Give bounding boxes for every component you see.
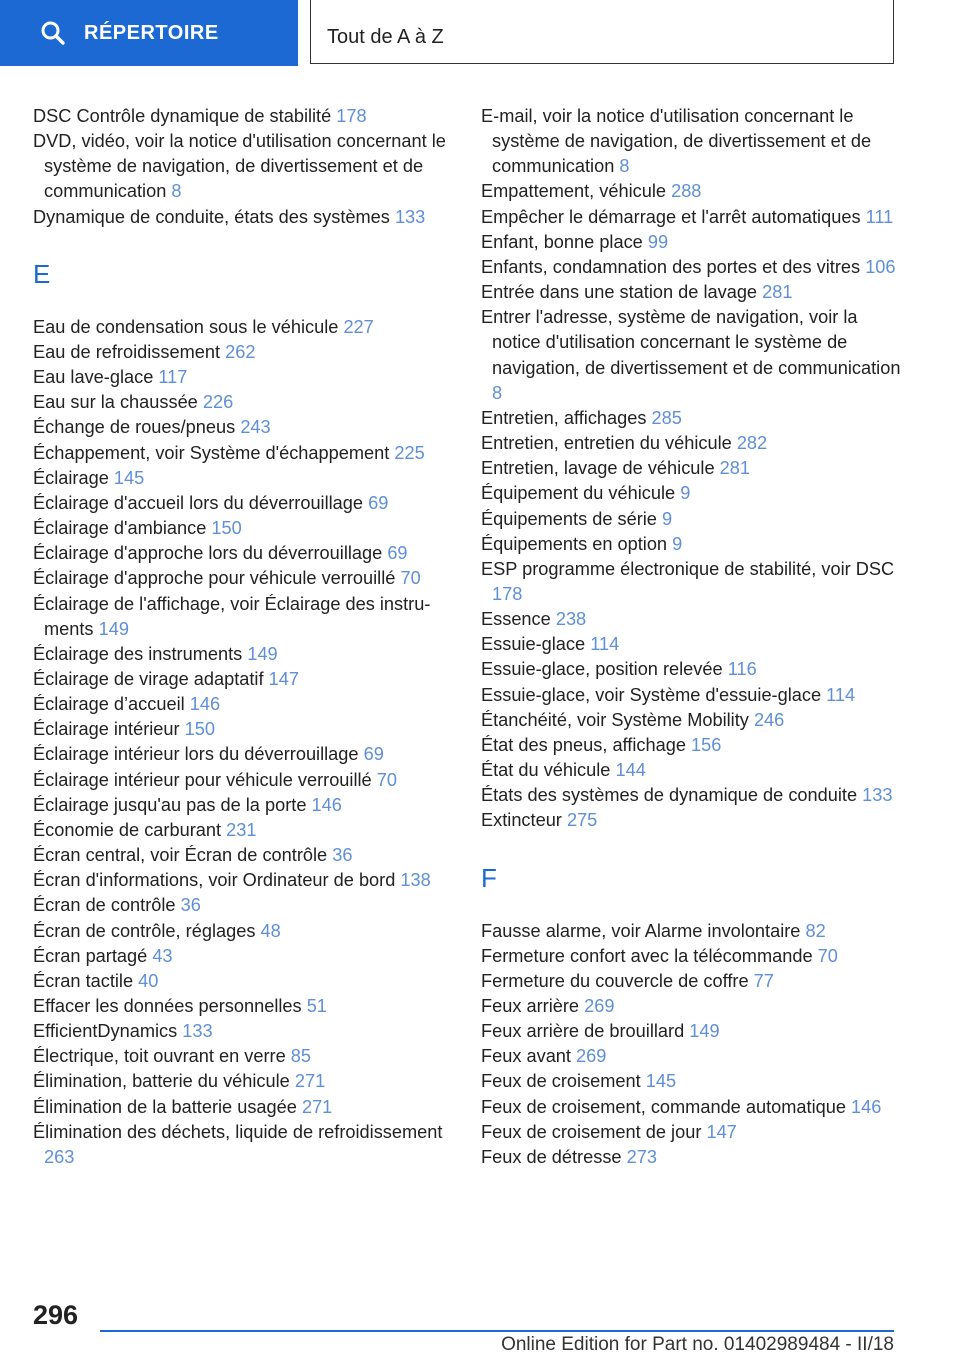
- page-link[interactable]: 146: [851, 1096, 882, 1117]
- page-link[interactable]: 262: [225, 341, 256, 362]
- entry-text: Essence: [481, 609, 551, 630]
- entry-text: Éclairage d’accueil: [33, 694, 185, 715]
- index-entry: [33, 104, 453, 129]
- index-entry: [481, 230, 901, 255]
- entry-text: Extincteur: [481, 810, 562, 831]
- page-link[interactable]: 269: [576, 1046, 607, 1067]
- index-entry: [33, 692, 453, 717]
- index-entry: [33, 415, 453, 440]
- section-letter: F: [481, 862, 497, 893]
- entry-text: Éclairage d'approche pour véhicule verrouillé: [33, 568, 396, 589]
- page-link[interactable]: 114: [590, 634, 620, 655]
- page-link[interactable]: 51: [306, 996, 327, 1016]
- entry-text: Fausse alarme, voir Alarme involontaire: [481, 920, 801, 941]
- index-entry: [33, 944, 453, 969]
- entry-text: Élimination, batterie du véhicule: [33, 1071, 290, 1092]
- entry-text: Écran central, voir Écran de contrôle: [33, 845, 328, 866]
- index-entry: [33, 642, 453, 667]
- page-link[interactable]: 178: [492, 583, 523, 604]
- page-link[interactable]: 149: [247, 643, 278, 664]
- entry-text: Empattement, véhicule: [481, 181, 667, 202]
- index-entry: [33, 717, 453, 742]
- entry-text: Dynamique de conduite, états des systèmes: [33, 206, 390, 227]
- index-entry: [481, 683, 901, 708]
- index-entry: [481, 994, 901, 1019]
- entry-text: Élimination des déchets, liquide de refroidissement: [33, 1121, 443, 1142]
- entry-text: DVD, vidéo, voir la notice d'utilisation concernant le système de navigation, de divertissement et de communication: [33, 131, 446, 202]
- page-link[interactable]: 156: [691, 734, 722, 755]
- entry-text: Entretien, lavage de véhicule: [481, 458, 715, 479]
- index-entry: [33, 541, 453, 566]
- page-link[interactable]: 138: [400, 870, 431, 891]
- page-link[interactable]: 48: [260, 920, 281, 941]
- header: [0, 0, 960, 66]
- page-link[interactable]: 144: [615, 760, 646, 781]
- page-link[interactable]: 133: [182, 1021, 213, 1042]
- index-entry: [33, 768, 453, 793]
- entry-text: Électrique, toit ouvrant en verre: [33, 1046, 286, 1067]
- entry-text: Entrer l'adresse, système de navigation, voir la notice d'utilisation concernant le système de navigation, de divertissement et de communication: [481, 307, 901, 378]
- index-entry: [481, 1095, 901, 1120]
- page-link[interactable]: 226: [202, 392, 234, 413]
- entry-text: EfficientDynamics: [33, 1021, 178, 1042]
- page-link[interactable]: 147: [706, 1121, 737, 1142]
- index-entry: [481, 280, 901, 305]
- entry-text: Éclairage des instruments: [33, 643, 243, 664]
- page-link[interactable]: 246: [753, 709, 785, 730]
- index-entry: [33, 390, 453, 415]
- page-link[interactable]: 281: [762, 282, 793, 303]
- index-entry: [33, 818, 453, 843]
- page-link[interactable]: 275: [566, 810, 598, 831]
- page-link[interactable]: 271: [294, 1071, 326, 1092]
- entry-text: Éclairage de l'affichage, voir Éclairage des instruments: [33, 593, 431, 639]
- edition-text[interactable]: Online Edition for Part no. 01402989484 - II/18: [501, 1334, 894, 1355]
- entry-text: E-mail, voir la notice d'utilisation concernant le système de navigation, de divertissement et de communication: [481, 106, 872, 177]
- index-entry: [33, 491, 453, 516]
- index-entry: [481, 808, 901, 833]
- page-link[interactable]: 281: [719, 458, 750, 479]
- index-entry: [33, 793, 453, 818]
- entry-text: Feux avant: [481, 1046, 571, 1067]
- entry-text: Feux arrière: [481, 996, 580, 1016]
- page-link[interactable]: 288: [671, 181, 702, 202]
- index-entry: [33, 340, 453, 365]
- page-link[interactable]: 150: [184, 719, 216, 740]
- index-entry: [33, 1069, 453, 1094]
- entry-text: États des systèmes de dynamique de conduite: [481, 785, 858, 806]
- page-link[interactable]: 145: [113, 467, 145, 488]
- section-letter: E: [33, 258, 51, 289]
- index-entry: [33, 1095, 453, 1120]
- entry-text: Feux de croisement: [481, 1071, 641, 1092]
- page-link[interactable]: 36: [180, 895, 201, 916]
- index-entry: [33, 969, 453, 994]
- entry-text: Élimination de la batterie usagée: [33, 1096, 297, 1117]
- index-entry: [481, 783, 901, 808]
- page-link[interactable]: 40: [138, 970, 159, 991]
- entry-text: Écran de contrôle, réglages: [33, 920, 256, 941]
- index-column-left: [33, 104, 453, 1170]
- page-link[interactable]: 70: [817, 945, 838, 966]
- index-entry: [33, 1120, 453, 1170]
- entry-text: Feux de détresse: [481, 1146, 622, 1167]
- entry-text: Fermeture du couvercle de coffre: [481, 970, 749, 991]
- index-entry: [33, 742, 453, 767]
- entry-text: État du véhicule: [481, 760, 611, 781]
- page-link[interactable]: 9: [680, 483, 691, 504]
- page-link[interactable]: 85: [290, 1046, 312, 1067]
- entry-text: DSC Contrôle dynamique de stabilité: [33, 106, 332, 126]
- page-link[interactable]: 147: [268, 668, 299, 689]
- entry-text: Eau lave-glace: [33, 367, 154, 388]
- entry-text: Étanchéité, voir Système Mobility: [481, 709, 749, 730]
- page-link[interactable]: 149: [98, 618, 129, 639]
- index-entry: [481, 1019, 901, 1044]
- entry-text: ESP programme électronique de stabilité, voir DSC: [481, 558, 895, 579]
- index-entry: [481, 255, 901, 280]
- page-link[interactable]: 149: [689, 1021, 720, 1042]
- index-entry: [33, 919, 453, 944]
- index-entry: [33, 1044, 453, 1069]
- page-link[interactable]: 133: [394, 206, 426, 227]
- page-link[interactable]: 263: [44, 1146, 75, 1167]
- index-entry: [481, 708, 901, 733]
- index-entry: [481, 1145, 901, 1170]
- index-entry: [33, 843, 453, 868]
- index-entry: [481, 557, 901, 607]
- entry-text: Éclairage d'accueil lors du déverrouillage: [33, 492, 364, 513]
- index-entry: [33, 315, 453, 340]
- index-entry: [33, 868, 453, 893]
- page-link[interactable]: 282: [736, 433, 768, 454]
- page-link[interactable]: 82: [805, 920, 826, 941]
- entry-text: Écran partagé: [33, 945, 148, 966]
- index-entry: [33, 516, 453, 541]
- footer-divider: [100, 1330, 894, 1332]
- breadcrumb-label: Tout de A à Z: [327, 26, 444, 48]
- index-entry: [481, 758, 901, 783]
- page-link[interactable]: 231: [226, 819, 257, 840]
- entry-text: Entretien, entretien du véhicule: [481, 433, 732, 454]
- entry-text: Équipements de série: [481, 508, 657, 529]
- index-entry: [481, 733, 901, 758]
- page-link[interactable]: 117: [158, 367, 188, 388]
- index-entry: [481, 944, 901, 969]
- index-entry: [481, 657, 901, 682]
- page-number: 296: [33, 1300, 79, 1330]
- page-link[interactable]: 146: [189, 694, 221, 715]
- entry-text: État des pneus, affichage: [481, 734, 686, 755]
- entry-text: Empêcher le démarrage et l'arrêt automatiques: [481, 206, 861, 227]
- page-link[interactable]: 106: [865, 256, 896, 277]
- entry-text: Entretien, affichages: [481, 407, 647, 428]
- entry-text: Éclairage intérieur lors du déverrouillage: [33, 744, 359, 765]
- entry-text: Écran d'informations, voir Ordinateur de bord: [33, 870, 396, 891]
- page-link[interactable]: 114: [826, 684, 856, 705]
- entry-text: Essuie-glace: [481, 634, 586, 655]
- page-link[interactable]: 150: [211, 518, 242, 539]
- page-link[interactable]: 8: [492, 382, 503, 403]
- entry-text: Effacer les données personnelles: [33, 996, 302, 1016]
- entry-text: Entrée dans une station de lavage: [481, 282, 758, 303]
- page-link[interactable]: 69: [387, 543, 408, 564]
- entry-text: Essuie-glace, voir Système d'essuie-glace: [481, 684, 822, 705]
- page-link[interactable]: 8: [171, 181, 182, 202]
- index-entry: [481, 305, 901, 406]
- index-entry: [481, 607, 901, 632]
- page-link[interactable]: 8: [619, 156, 630, 177]
- index-entry: [33, 466, 453, 491]
- index-entry: [33, 1019, 453, 1044]
- entry-text: Feux de croisement, commande automatique: [481, 1096, 846, 1117]
- page-link[interactable]: 69: [368, 492, 389, 513]
- index-entry: [481, 481, 901, 506]
- page-link[interactable]: 227: [343, 316, 374, 337]
- entry-text: Échange de roues/pneus: [33, 417, 236, 438]
- page-link[interactable]: 133: [862, 785, 893, 806]
- entry-text: Eau sur la chaussée: [33, 392, 198, 413]
- entry-text: Économie de carburant: [33, 819, 222, 840]
- page-link[interactable]: 70: [376, 769, 397, 790]
- index-button-label: RÉPERTOIRE: [84, 21, 219, 44]
- index-entry: [481, 532, 901, 557]
- page-link[interactable]: 70: [400, 568, 421, 589]
- search-icon: [40, 19, 68, 47]
- index-entry: [33, 365, 453, 390]
- page-link[interactable]: 9: [672, 533, 683, 554]
- index-entry: [481, 919, 901, 944]
- entry-text: Eau de refroidissement: [33, 341, 221, 362]
- entry-text: Feux de croisement de jour: [481, 1121, 702, 1142]
- index-entry: [33, 566, 453, 591]
- entry-text: Écran de contrôle: [33, 895, 176, 916]
- page-link[interactable]: 43: [152, 945, 173, 966]
- page-link[interactable]: 238: [555, 609, 587, 630]
- entry-text: Éclairage intérieur pour véhicule verrouillé: [33, 769, 372, 790]
- entry-text: Essuie-glace, position relevée: [481, 659, 723, 680]
- index-entry: [33, 441, 453, 466]
- index-entry: [33, 667, 453, 692]
- page-link[interactable]: 69: [363, 744, 384, 765]
- index-entry: [481, 205, 901, 230]
- entry-text: Éclairage d'ambiance: [33, 518, 207, 539]
- entry-text: Enfant, bonne place: [481, 231, 643, 252]
- page-link[interactable]: 116: [727, 659, 757, 680]
- entry-text: Écran tactile: [33, 970, 134, 991]
- index-entry: [33, 994, 453, 1019]
- page-link[interactable]: 9: [661, 508, 673, 529]
- index-entry: [481, 456, 901, 481]
- page-link[interactable]: 269: [584, 996, 615, 1016]
- page-link[interactable]: 273: [626, 1146, 657, 1167]
- entry-text: Feux arrière de brouillard: [481, 1021, 685, 1042]
- page-link[interactable]: 111: [865, 206, 894, 227]
- page-link[interactable]: 243: [240, 417, 271, 438]
- page-link[interactable]: 36: [332, 845, 353, 866]
- index-entry: [481, 507, 901, 532]
- page-link[interactable]: 99: [647, 231, 669, 252]
- breadcrumb[interactable]: [310, 0, 894, 64]
- entry-text: Éclairage d'approche lors du déverrouillage: [33, 543, 383, 564]
- page-link[interactable]: 285: [651, 407, 682, 428]
- index-button[interactable]: [0, 0, 298, 66]
- index-entry: [481, 1120, 901, 1145]
- page-link[interactable]: 77: [753, 970, 774, 991]
- entry-text: Éclairage: [33, 467, 109, 488]
- entry-text: Eau de condensation sous le véhicule: [33, 316, 339, 337]
- entry-text: Échappement, voir Système d'échappement: [33, 442, 390, 463]
- index-entry: [481, 406, 901, 431]
- entry-text: Fermeture confort avec la télécommande: [481, 945, 813, 966]
- entry-text: Enfants, condamnation des portes et des vitres: [481, 256, 861, 277]
- entry-text: Équipement du véhicule: [481, 483, 676, 504]
- page-link[interactable]: 145: [645, 1071, 677, 1092]
- entry-text: Éclairage intérieur: [33, 719, 180, 740]
- page-link[interactable]: 146: [311, 794, 342, 815]
- index-entry: [33, 592, 453, 642]
- index-entry: [481, 104, 901, 179]
- index-entry: [33, 129, 453, 204]
- index-entry: [481, 179, 901, 204]
- page-link[interactable]: 225: [394, 442, 425, 463]
- page-link[interactable]: 271: [301, 1096, 333, 1117]
- index-entry: [481, 1044, 901, 1069]
- index-entry: [33, 205, 453, 230]
- index-column-right: [481, 104, 901, 1170]
- entry-text: Équipements en option: [481, 533, 668, 554]
- index-entry: [481, 969, 901, 994]
- index-entry: [481, 632, 901, 657]
- index-entry: [33, 893, 453, 918]
- page-link[interactable]: 178: [336, 106, 367, 126]
- index-entry: [481, 1069, 901, 1094]
- index-entry: [481, 431, 901, 456]
- entry-text: Éclairage de virage adaptatif: [33, 668, 264, 689]
- entry-text: Éclairage jusqu'au pas de la porte: [33, 794, 307, 815]
